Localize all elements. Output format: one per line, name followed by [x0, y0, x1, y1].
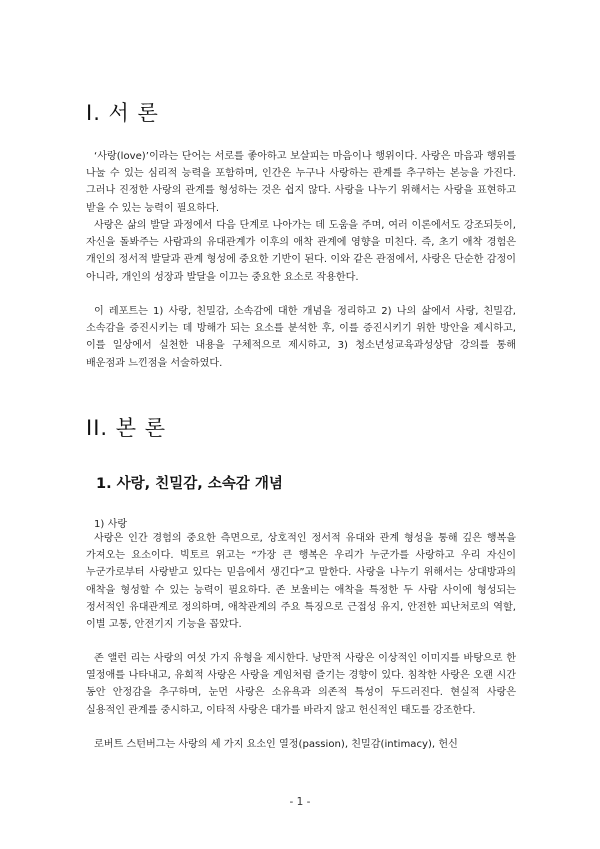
intro-paragraph-3: 이 레포트는 1) 사랑, 친밀감, 소속감에 대한 개념을 정리하고 2) 나의 삶에서 사랑, 친밀감, 소속감을 증진시키는 데 방해가 되는 요소를 분석한 후, 이를 증진시키기 위한 방안을 제시하고, 이를 일상에서 실천한 내용을 구체적으로 제시하고, 3) 청소년성교육과성상담 강의를 통해 배운점과 느낀점을 서술하였다.	[86, 306, 516, 369]
subsection-heading: 1. 사랑, 친밀감, 소속감 개념	[96, 476, 283, 492]
page-number: - 1 -	[289, 796, 311, 808]
body-paragraph-2: 존 앨런 리는 사랑의 여섯 가지 유형을 제시한다. 낭만적 사랑은 이상적인 이미지를 바탕으로 한 열정애를 나타내고, 유희적 사랑은 사랑을 게임처럼 즐기는 경향이 있다. 침착한 사랑은 오랜 시간 동안 안정감을 추구하며, 눈먼 사랑은 소유욕과 의존적 특성이 두드러진다. 현실적 사랑은 실용적인 관계를 중시하고, 이타적 사랑은 대가를 바라지 않고 헌신적인 태도를 강조한다.	[86, 653, 516, 716]
body-paragraph-1: 사랑은 인간 경험의 중요한 측면으로, 상호적인 정서적 유대와 관계 형성을 통해 깊은 행복을 가져오는 요소이다. 빅토르 위고는 “가장 큰 행복은 우리가 누군가를 사랑하고 우리 자신이 누군가로부터 사랑받고 있다는 믿음에서 생긴다”고 말한다. 사랑을 나누기 위해서는 상대방과의 애착을 형성할 수 있는 능력이 필요하다. 존 보울비는 애착을 특정한 두 사람 사이에 형성되는 정서적인 유대관계로 정의하며, 애착관계의 주요 특징으로 근접성 유지, 안전한 피난처로의 역할, 이별 고통, 안전기지 기능을 꼽았다.	[86, 533, 516, 631]
body-paragraph-3: 로버트 스턴버그는 사랑의 세 가지 요소인 열정(passion), 친밀감(intimacy), 헌신	[94, 739, 458, 750]
item-label-love: 1) 사랑	[94, 519, 128, 530]
section-heading-body: II. 본 론	[86, 416, 166, 440]
section-heading-introduction: I. 서 론	[86, 101, 159, 125]
intro-paragraph-2: 사랑은 삶의 발달 과정에서 다음 단계로 나아가는 데 도움을 주며, 여러 이론에서도 강조되듯이, 자신을 돌봐주는 사람과의 유대관계가 이후의 애착 관계에 영향을 미친다. 즉, 초기 애착 경험은 개인의 정서적 발달과 관계 형성에 중요한 기반이 된다. 이와 같은 관점에서, 사랑은 단순한 감정이 아니라, 개인의 성장과 발달을 이끄는 중요한 요소로 작용한다.	[86, 220, 516, 283]
intro-paragraph-1: ‘사랑(love)’이라는 단어는 서로를 좋아하고 보살피는 마음이나 행위이다. 사랑은 마음과 행위를 나눌 수 있는 심리적 능력을 포함하며, 인간은 누구나 사랑하는 관계를 추구하는 본능을 가진다. 그러나 진정한 사랑의 관계를 형성하는 것은 쉽지 않다. 사랑을 나누기 위해서는 사랑을 표현하고 받을 수 있는 능력이 필요하다.	[86, 151, 516, 214]
